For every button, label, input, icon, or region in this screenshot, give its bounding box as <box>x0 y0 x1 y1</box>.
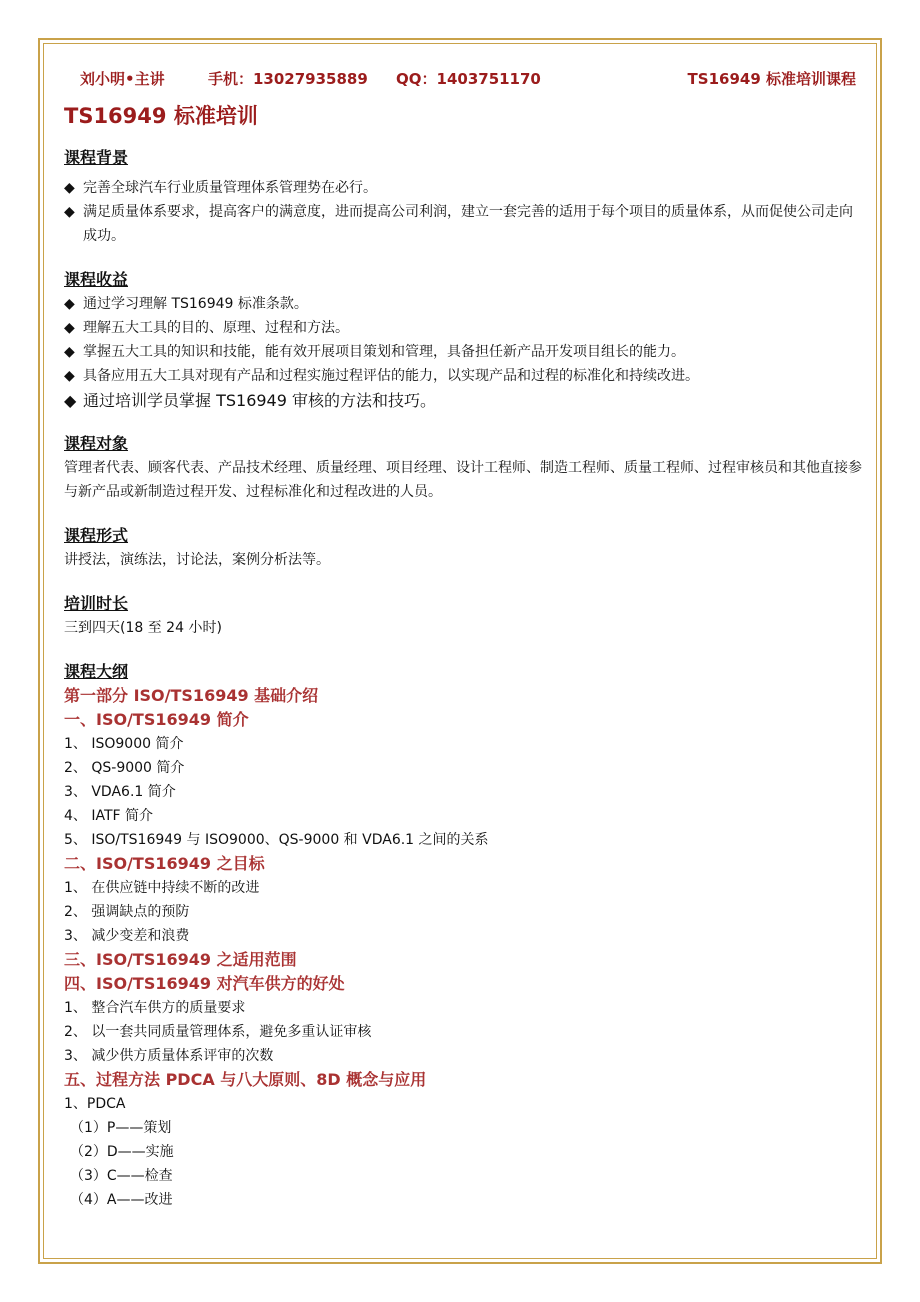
bullet-item: ◆ 掌握五大工具的知识和技能，能有效开展项目策划和管理，具备担任新产品开发项目组长的能力。 <box>64 340 864 364</box>
diamond-bullet-icon: ◆ <box>64 180 75 196</box>
list-item: 3、 减少供方质量体系评审的次数 <box>64 1048 274 1064</box>
bullet-item: ◆ 通过培训学员掌握 TS16949 审核的方法和技巧。 <box>64 388 864 414</box>
header-qq: QQ：1403751170 <box>396 70 541 88</box>
outline-section-4: 四、ISO/TS16949 对汽车供方的好处 <box>64 974 345 993</box>
bullet-item: ◆ 理解五大工具的目的、原理、过程和方法。 <box>64 316 864 340</box>
section-heading-background: 课程背景 <box>64 148 129 167</box>
list-item: 4、 IATF 简介 <box>64 808 154 824</box>
list-item: （1）P——策划 <box>70 1120 172 1136</box>
diamond-bullet-icon: ◆ <box>64 296 75 312</box>
outline-part-1: 第一部分 ISO/TS16949 基础介绍 <box>64 686 319 705</box>
section-heading-benefits: 课程收益 <box>64 270 129 289</box>
outline-section-2: 二、ISO/TS16949 之目标 <box>64 854 265 873</box>
list-item: （3）C——检查 <box>70 1168 173 1184</box>
list-item: 5、 ISO/TS16949 与 ISO9000、QS-9000 和 VDA6.1 之间的关系 <box>64 832 489 848</box>
bullet-item: ◆ 完善全球汽车行业质量管理体系管理势在必行。 <box>64 176 864 200</box>
diamond-bullet-icon: ◆ <box>64 391 77 410</box>
list-item: 1、 整合汽车供方的质量要求 <box>64 1000 246 1016</box>
header-phone: 手机：13027935889 <box>208 70 368 88</box>
outline-section-3: 三、ISO/TS16949 之适用范围 <box>64 950 297 969</box>
section-heading-outline: 课程大纲 <box>64 662 129 681</box>
list-item: （2）D——实施 <box>70 1144 174 1160</box>
duration-text: 三到四天(18 至 24 小时) <box>64 620 222 636</box>
page-header <box>80 68 856 90</box>
document-title: TS16949 标准培训 <box>64 104 258 128</box>
format-text: 讲授法，演练法，讨论法，案例分析法等。 <box>64 552 330 568</box>
list-item: 1、 在供应链中持续不断的改进 <box>64 880 260 896</box>
section-heading-duration: 培训时长 <box>64 594 129 613</box>
list-item: 3、 VDA6.1 简介 <box>64 784 176 800</box>
header-speaker: 刘小明•主讲 <box>80 70 165 88</box>
header-course-name: TS16949 标准培训课程 <box>687 70 856 88</box>
diamond-bullet-icon: ◆ <box>64 368 75 384</box>
document-body <box>64 100 864 1212</box>
outline-section-5: 五、过程方法 PDCA 与八大原则、8D 概念与应用 <box>64 1070 427 1089</box>
bullet-item: ◆ 具备应用五大工具对现有产品和过程实施过程评估的能力，以实现产品和过程的标准化和持续改进。 <box>64 364 864 388</box>
section-heading-audience: 课程对象 <box>64 434 129 453</box>
outline-section-1: 一、ISO/TS16949 简介 <box>64 710 249 729</box>
audience-text: 管理者代表、顾客代表、产品技术经理、质量经理、项目经理、设计工程师、制造工程师、质量工程师、过程审核员和其他直接参与新产品或新制造过程开发、过程标准化和过程改进的人员。 <box>64 460 862 500</box>
list-item: 1、PDCA <box>64 1096 126 1112</box>
diamond-bullet-icon: ◆ <box>64 344 75 360</box>
list-item: 2、 强调缺点的预防 <box>64 904 190 920</box>
diamond-bullet-icon: ◆ <box>64 320 75 336</box>
list-item: 1、 ISO9000 简介 <box>64 736 184 752</box>
bullet-item: ◆ 满足质量体系要求，提高客户的满意度，进而提高公司利润，建立一套完善的适用于每个项目的质量体系，从而促使公司走向成功。 <box>64 200 864 248</box>
list-item: 2、 以一套共同质量管理体系，避免多重认证审核 <box>64 1024 372 1040</box>
list-item: （4）A——改进 <box>70 1192 173 1208</box>
section-heading-format: 课程形式 <box>64 526 129 545</box>
list-item: 3、 减少变差和浪费 <box>64 928 190 944</box>
list-item: 2、 QS-9000 简介 <box>64 760 185 776</box>
diamond-bullet-icon: ◆ <box>64 204 75 220</box>
bullet-item: ◆ 通过学习理解 TS16949 标准条款。 <box>64 292 864 316</box>
